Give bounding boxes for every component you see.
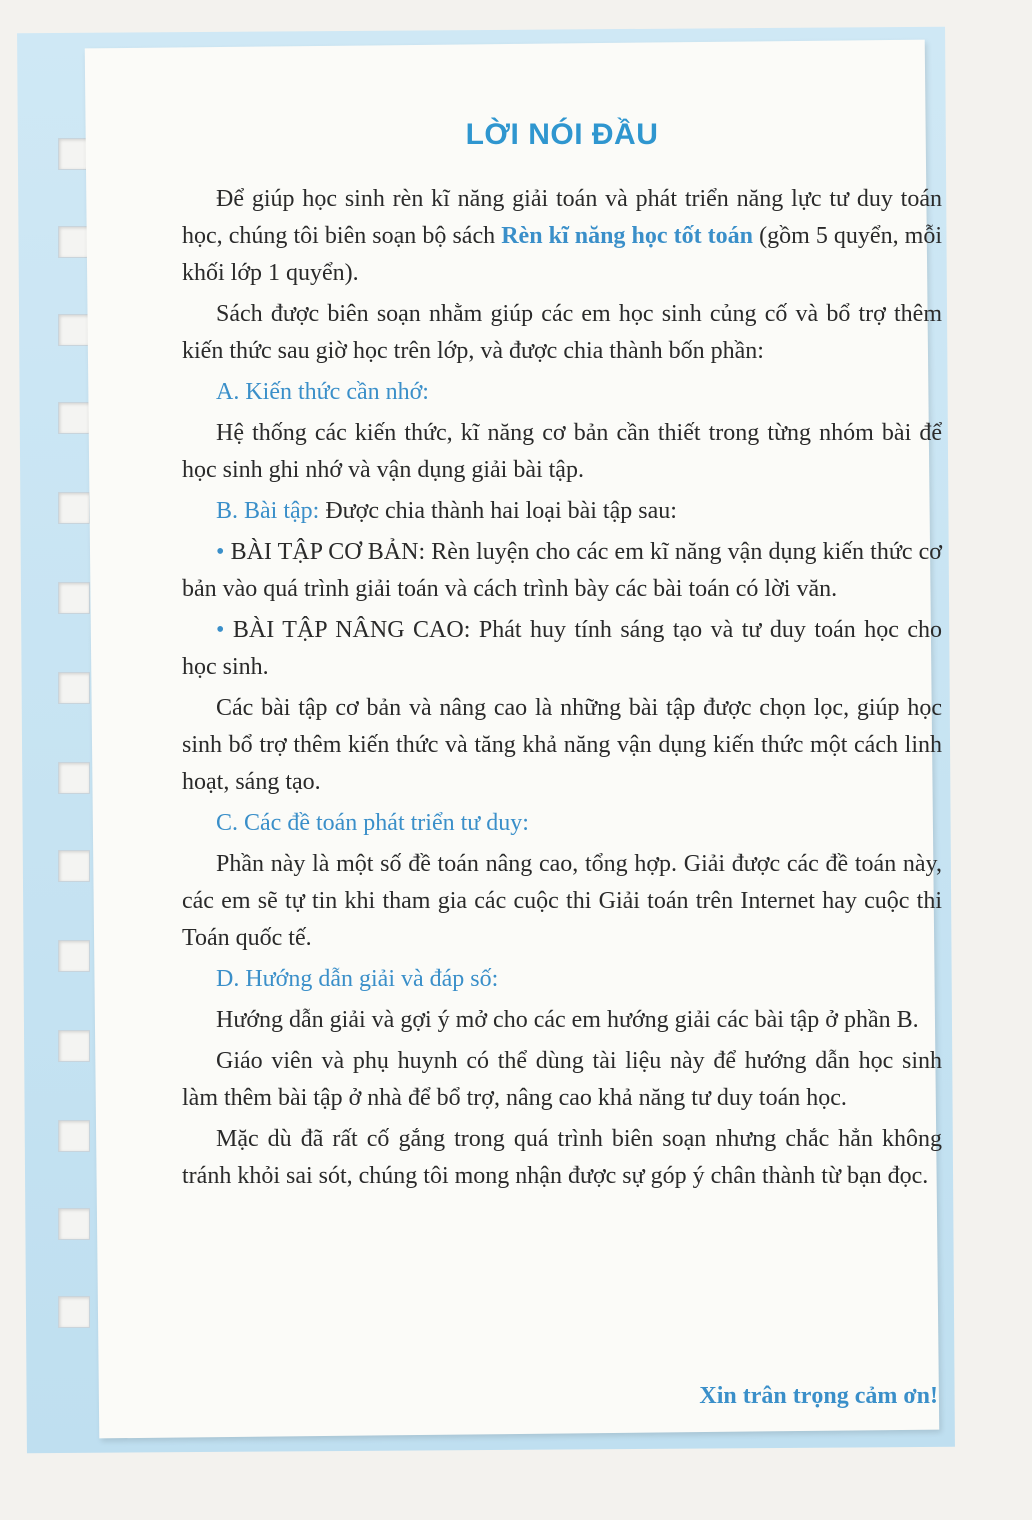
binder-hole (58, 762, 90, 794)
section-b-heading: B. Bài tập: (216, 498, 320, 524)
binder-hole (58, 1296, 90, 1328)
page-title: LỜI NÓI ĐẦU (465, 118, 659, 151)
section-d-text: Hướng dẫn giải và gợi ý mở cho các em hướng giải các bài tập ở phần B. (216, 1007, 919, 1033)
binder-hole (58, 940, 90, 972)
basic-exercises-item (182, 534, 942, 608)
preface-content (182, 110, 942, 1199)
advanced-exercises-text: Phát huy tính sáng tạo và tư duy toán học cho học sinh. (182, 617, 943, 680)
bullet-icon: • (216, 617, 225, 643)
intro-paragraph (182, 181, 942, 292)
section-b-intro: Được chia thành hai loại bài tập sau: (319, 498, 677, 524)
section-d-heading: D. Hướng dẫn giải và đáp số: (216, 966, 499, 992)
closing-paragraph: Mặc dù đã rất cố gắng trong quá trình biên soạn nhưng chắc hẳn không tránh khỏi sai sót, chúng tôi mong nhận được sự góp ý chân thành từ bạn đọc. (182, 1126, 942, 1189)
section-c-text: Phần này là một số đề toán nâng cao, tổng hợp. Giải được các đề toán này, các em sẽ tự tin khi tham gia các cuộc thi Giải toán trên Internet hay cuộc thi Toán quốc tế. (182, 851, 942, 951)
binder-hole (58, 1120, 90, 1152)
intro-text-end: (gồm 5 quyển, mỗi khối lớp 1 quyển). (182, 223, 942, 286)
binder-hole (58, 402, 90, 434)
teachers-paragraph: Giáo viên và phụ huynh có thể dùng tài liệu này để hướng dẫn học sinh làm thêm bài tập ở nhà để bổ trợ, nâng cao khả năng tư duy toán học. (182, 1048, 942, 1111)
binder-hole (58, 1030, 90, 1062)
advanced-exercises-item (182, 612, 942, 686)
binder-hole (58, 314, 90, 346)
basic-exercises-label: BÀI TẬP CƠ BẢN: (230, 539, 426, 565)
binder-hole (58, 582, 90, 614)
binder-hole (58, 1208, 90, 1240)
binder-hole (58, 672, 90, 704)
advanced-exercises-label: BÀI TẬP NÂNG CAO: (232, 617, 471, 643)
bullet-icon: • (216, 539, 225, 565)
section-c-heading: C. Các đề toán phát triển tư duy: (216, 810, 529, 836)
binder-hole (58, 226, 90, 258)
intro-text: Để giúp học sinh rèn kĩ năng giải toán và phát triển năng lực tư duy toán học, chúng tôi biên soạn bộ sách (182, 186, 942, 249)
basic-exercises-text: Rèn luyện cho các em kĩ năng vận dụng kiến thức cơ bản vào quá trình giải toán và cách trình bày các bài toán có lời văn. (182, 539, 942, 602)
section-a-text: Hệ thống các kiến thức, kĩ năng cơ bản cần thiết trong từng nhóm bài để học sinh ghi nhớ và vận dụng giải bài tập. (182, 420, 942, 483)
book-title: Rèn kĩ năng học tốt toán (501, 223, 753, 249)
binder-hole (58, 492, 90, 524)
thanks-signoff: Xin trân trọng cảm ơn! (699, 1383, 938, 1409)
structure-paragraph: Sách được biên soạn nhằm giúp các em học sinh củng cố và bổ trợ thêm kiến thức sau giờ học trên lớp, và được chia thành bốn phần: (182, 301, 942, 364)
exercises-summary: Các bài tập cơ bản và nâng cao là những bài tập được chọn lọc, giúp học sinh bổ trợ thêm kiến thức và tăng khả năng vận dụng kiến thức một cách linh hoạt, sáng tạo. (182, 695, 942, 795)
binder-hole (58, 850, 90, 882)
section-b-paragraph (182, 493, 942, 530)
section-a-heading: A. Kiến thức cần nhớ: (216, 379, 429, 405)
